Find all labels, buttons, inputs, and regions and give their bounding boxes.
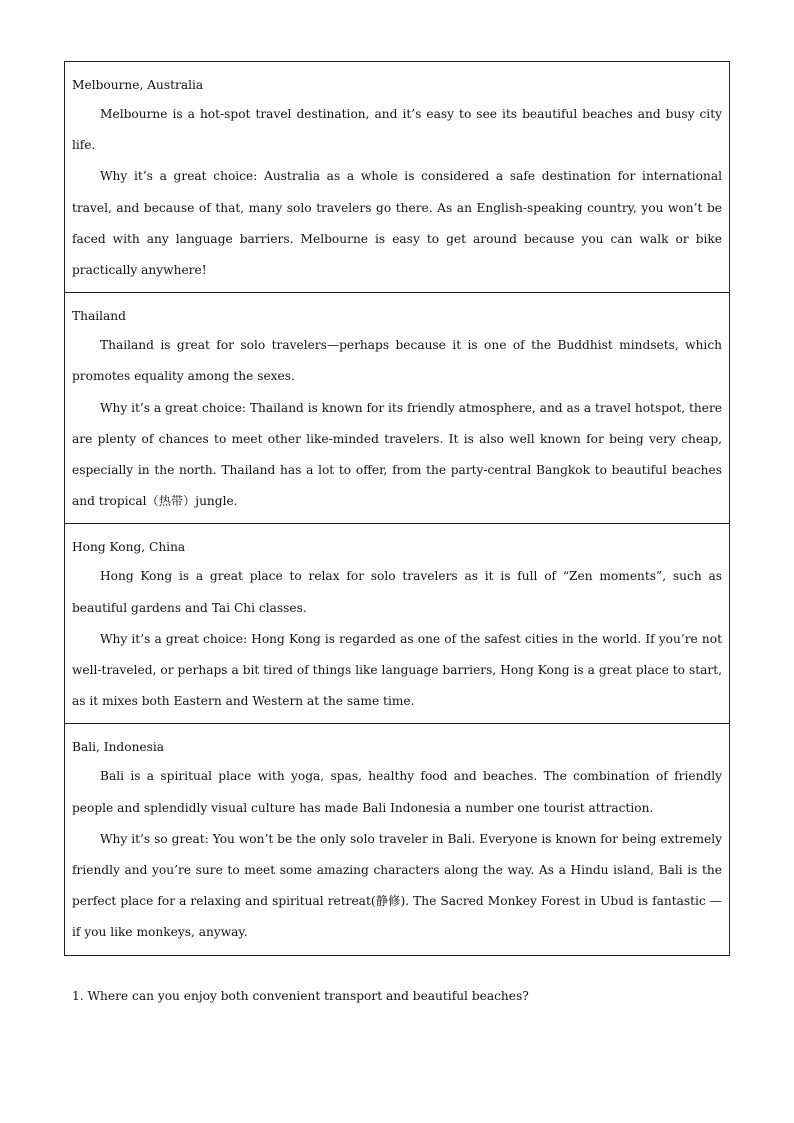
section-reason: Why it’s so great: You won’t be the only solo traveler in Bali. Everyone is known for being extremely friendly and you’re sure to meet some amazing characters along the way. As a Hindu island, Bali is the perfect place for a relaxing and spiritual retreat(静修). The Sacred Monkey Forest in Ubud is fantastic —if you like monkeys, anyway. <box>72 831 722 940</box>
section-intro: Melbourne is a hot-spot travel destination, and it’s easy to see its beautiful beaches and busy city life. <box>72 107 722 153</box>
section-bali <box>65 724 729 954</box>
section-heading: Melbourne, Australia <box>72 78 204 92</box>
section-reason: Why it’s a great choice: Hong Kong is regarded as one of the safest cities in the world. If you’re not well-traveled, or perhaps a bit tired of things like language barriers, Hong Kong is a great place to start, as it mixes both Eastern and Western at the same time. <box>72 631 722 709</box>
section-intro: Thailand is great for solo travelers—perhaps because it is one of the Buddhist mindsets, which promotes equality among the sexes. <box>72 338 722 384</box>
section-heading: Thailand <box>72 309 126 324</box>
section-reason: Why it’s a great choice: Australia as a whole is considered a safe destination for international travel, and because of that, many solo travelers go there. As an English-speaking country, you won’t be faced with any language barriers. Melbourne is easy to get around because you can walk or bike practically anywhere! <box>72 169 722 278</box>
question-1: 1. Where can you enjoy both convenient transport and beautiful beaches? <box>72 989 529 1003</box>
section-reason: Why it’s a great choice: Thailand is known for its friendly atmosphere, and as a travel hotspot, there are plenty of chances to meet other like-minded travelers. It is also well known for being very cheap, especially in the north. Thailand has a lot to offer, from the party-central Bangkok to beautiful beaches and tropical（热带）jungle. <box>72 400 722 509</box>
section-heading: Hong Kong, China <box>72 540 186 555</box>
section-intro: Hong Kong is a great place to relax for solo travelers as it is full of “Zen moments”, such as beautiful gardens and Tai Chi classes. <box>72 569 722 615</box>
section-hong-kong <box>65 524 729 724</box>
section-heading: Bali, Indonesia <box>72 740 165 755</box>
section-intro: Bali is a spiritual place with yoga, spas, healthy food and beaches. The combination of friendly people and splendidly visual culture has made Bali Indonesia a number one tourist attraction. <box>72 769 722 815</box>
section-thailand <box>65 293 729 524</box>
section-melbourne <box>65 62 729 293</box>
destinations-table <box>64 61 730 956</box>
